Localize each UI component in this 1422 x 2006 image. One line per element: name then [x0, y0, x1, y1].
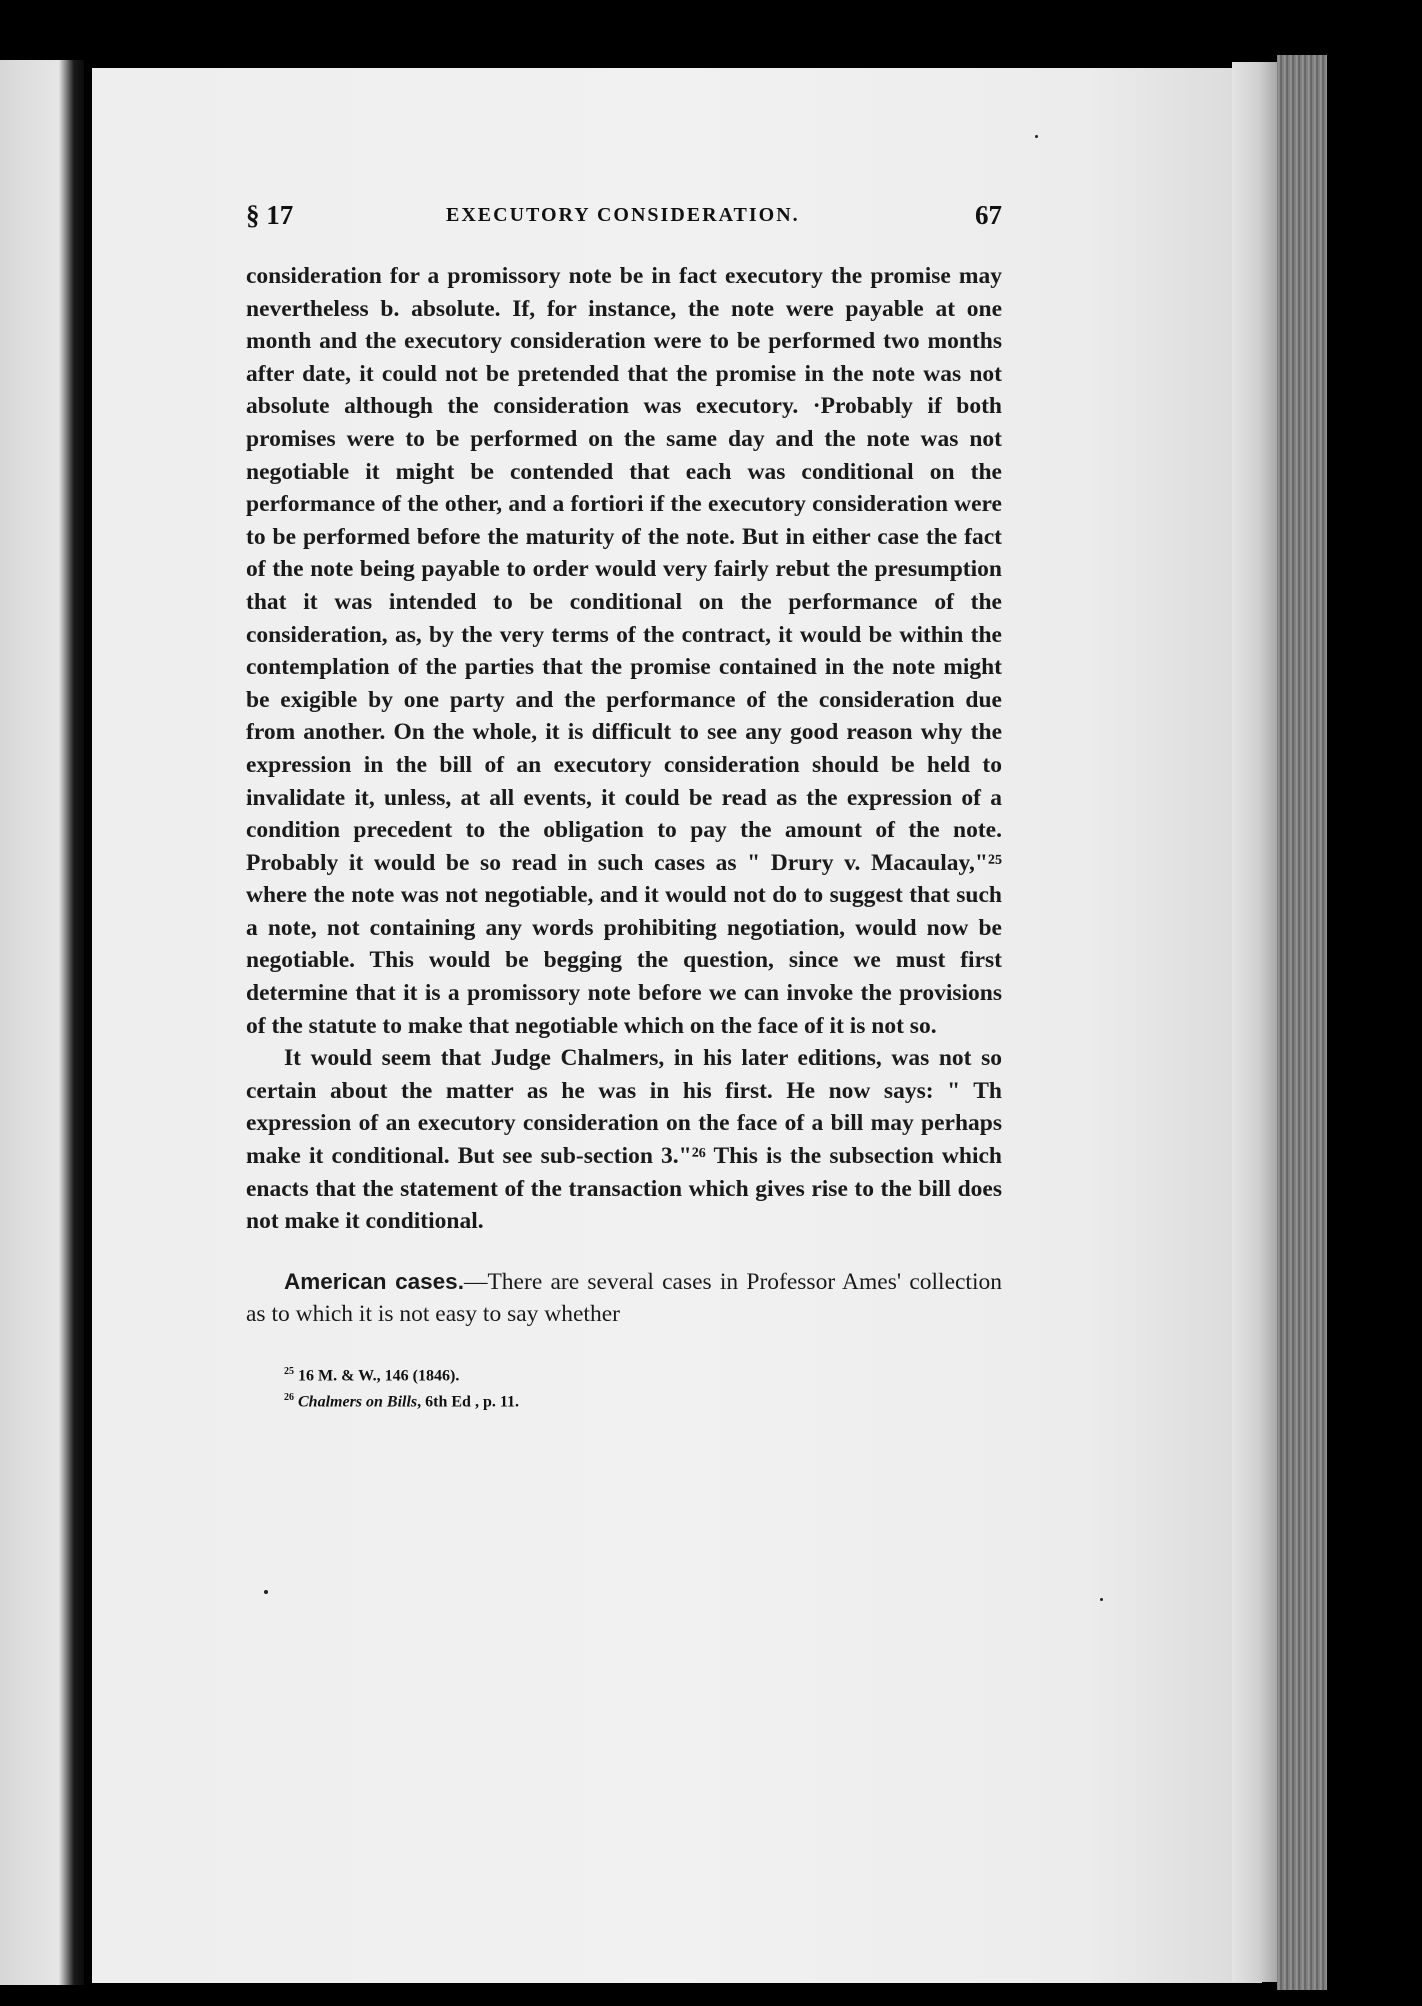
section-heading: American cases. — [284, 1268, 464, 1294]
page-number: 67 — [975, 200, 1002, 230]
footnote — [284, 1361, 1002, 1387]
scan-speck — [1100, 1598, 1103, 1601]
body-paragraph: consideration for a promissory note be in fact executory the promise may nevertheless b. absolute. If, for instance, the note were payable at one month and the executory consideration were to be performed two months after date, it could not be pretended that the promise in the note was not absolute although the consideration was executory. ·Probably if both promises were to be performed on the same day and the note was not negotiable it might be contended that each was conditional on the performance of the other, and a fortiori if the executory consideration were to be performed before the maturity of the note. But in either case the fact of the note being payable to order would very fairly rebut the presumption that it was intended to be conditional on the performance of the consideration, as, by the very terms of the contract, it would be within the contemplation of the parties that the promise contained in the note might be exigible by one party and the performance of the consideration due from another. On the whole, it is difficult to see any good reason why the expression in the bill of an executory consideration should be held to invalidate it, unless, at all events, it could be read as the expression of a condition precedent to the obligation to pay the amount of the note. Probably it would be so read in such cases as " Drury v. Macaulay,"²⁵ where the note was not negotiable, and it would not do to suggest that such a note, not containing any words prohibiting negotiation, would now be negotiable. This would be begging the question, since we must first determine that it is a promissory note before we can invoke the provisions of the statute to make that negotiable which on the face of it is not so. — [246, 263, 1002, 1039]
scan-speck — [264, 1590, 268, 1594]
facing-page-edge — [0, 60, 84, 1985]
paragraph-gap — [246, 1238, 1002, 1266]
section-number: § 17 — [246, 200, 294, 230]
section-text: —There are several cases in Professor Ames' collection as to which it is not easy to say whether — [246, 1268, 1002, 1328]
running-head — [246, 200, 1002, 240]
footnotes — [284, 1361, 1002, 1414]
footnote-text: 16 M. & W., 146 (1846). — [298, 1367, 460, 1385]
chapter-title: EXECUTORY CONSIDERATION. — [446, 204, 800, 226]
footnote-mark: 26 — [284, 1392, 294, 1404]
footnote-text: , 6th Ed , p. 11. — [417, 1393, 519, 1411]
footnote-citation-title: Chalmers on Bills — [298, 1393, 418, 1411]
body-paragraph: It would seem that Judge Chalmers, in his later editions, was not so certain about the matter as he was in his first. He now says: " Th expression of an executory consideration on the face of a bill may perhaps make it conditional. But see sub-section 3."²⁶ This is the subsection which enacts that the statement of the transaction which gives rise to the bill does not make it conditional. — [246, 1045, 1002, 1235]
scan-speck — [1035, 135, 1038, 138]
footnote — [284, 1387, 1002, 1413]
page-stack-edge — [1277, 55, 1327, 1990]
section-paragraph — [246, 1266, 1002, 1331]
page-fore-edge — [1232, 62, 1277, 1982]
page-content — [246, 200, 1002, 1414]
footnote-mark: 25 — [284, 1366, 294, 1377]
